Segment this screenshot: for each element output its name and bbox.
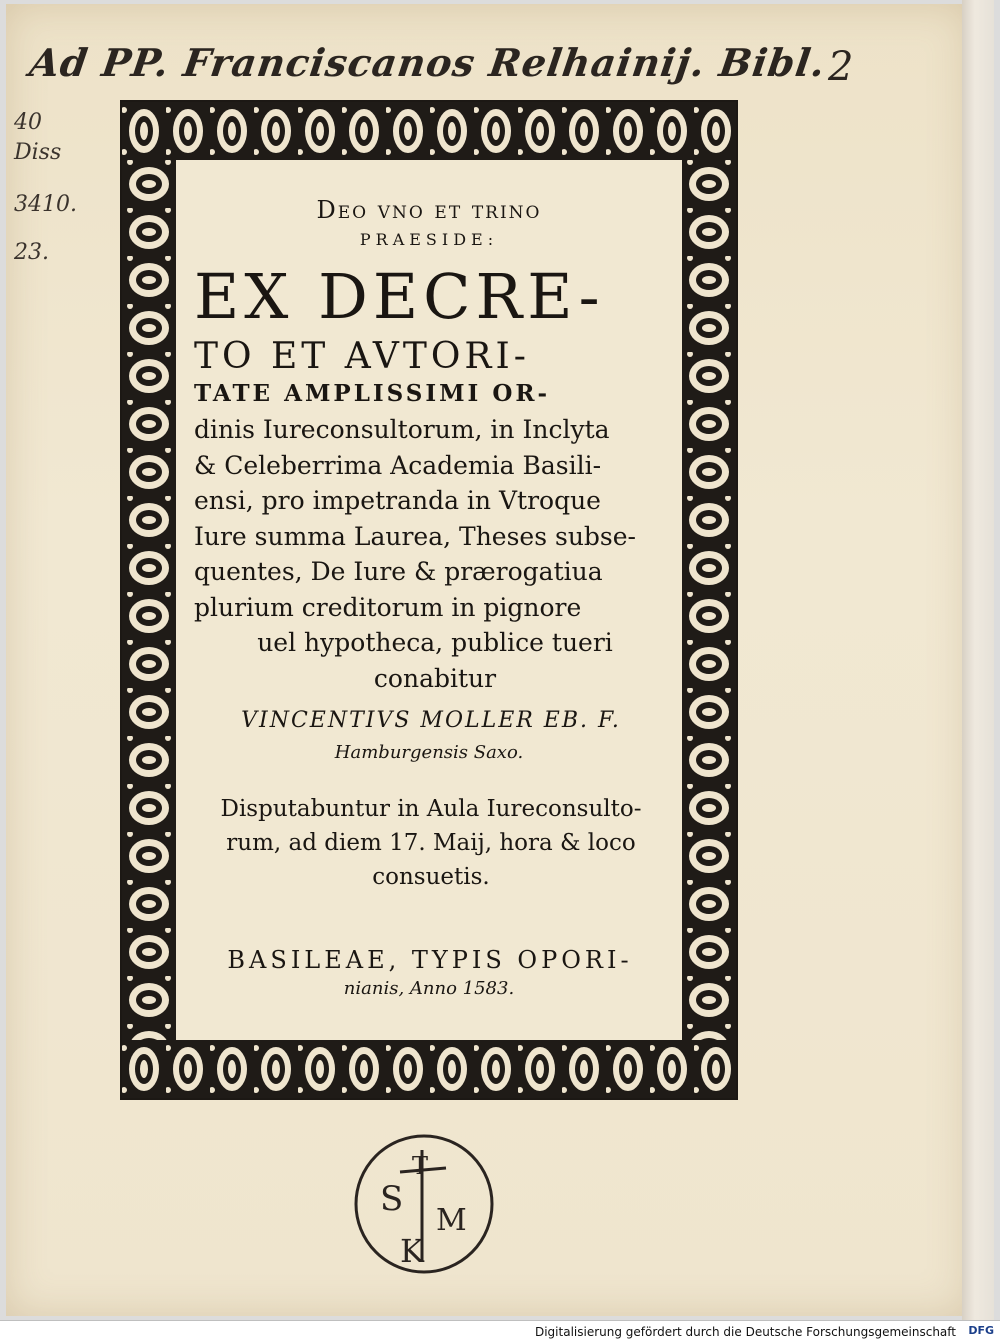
title-text-block bbox=[176, 160, 682, 1040]
text-line: conabitur bbox=[373, 663, 497, 693]
ornament-band-right bbox=[682, 160, 736, 1040]
page-edge bbox=[962, 0, 994, 1320]
text-line: dinis Iureconsultorum, in Inclyta bbox=[194, 415, 610, 444]
text-line: uel hypotheca, publice tueri bbox=[257, 628, 613, 657]
dedication-line: Deo vno et trino bbox=[316, 196, 542, 224]
manuscript-page-number: 2 bbox=[828, 44, 854, 90]
footer-bar bbox=[0, 1320, 1000, 1343]
author-name: VINCENTIVS MOLLER EB. F. bbox=[241, 708, 621, 733]
margin-note: 23. bbox=[14, 240, 49, 265]
text-line: Disputabuntur in Aula Iureconsulto- bbox=[220, 796, 642, 822]
stamp-letter-s: S bbox=[380, 1179, 404, 1219]
imprint: BASILEAE, TYPIS OPORI- bbox=[227, 946, 633, 974]
ornamental-border bbox=[120, 100, 738, 1100]
text-line: plurium creditorum in pignore bbox=[194, 592, 582, 622]
library-stamp bbox=[350, 1130, 498, 1278]
headline-line-2: TO ET AVTORI- bbox=[194, 336, 530, 377]
text-line: quentes, De Iure & prærogatiua bbox=[194, 557, 603, 586]
disputation-notice bbox=[188, 792, 674, 894]
margin-note: 40 bbox=[14, 110, 42, 135]
text-line: & Celeberrima Academia Basili- bbox=[194, 450, 602, 480]
margin-note: Diss bbox=[14, 140, 62, 165]
funding-credit: Digitalisierung gefördert durch die Deutsche Forschungsgemeinschaft bbox=[534, 1325, 956, 1339]
text-line: Iure summa Laurea, Theses subse- bbox=[194, 521, 636, 551]
ornament-band-top bbox=[122, 102, 736, 160]
manuscript-inscription: Ad PP. Franciscanos Relhainij. Bibl. bbox=[26, 40, 829, 85]
text-line: ensi, pro impetranda in Vtroque bbox=[194, 486, 601, 515]
headline-line-3: TATE AMPLISSIMI OR- bbox=[194, 380, 551, 407]
headline: EX DECRE- bbox=[194, 260, 605, 333]
dfg-logo: DFG bbox=[968, 1324, 994, 1337]
ornament-band-bottom bbox=[122, 1040, 736, 1098]
stamp-letter-t: T bbox=[412, 1152, 429, 1180]
text-line: rum, ad diem 17. Maij, hora & loco bbox=[226, 830, 636, 856]
stamp-letter-k: K bbox=[400, 1232, 424, 1270]
author-origin: Hamburgensis Saxo. bbox=[334, 742, 524, 763]
text-line: consuetis. bbox=[372, 864, 490, 890]
margin-note: 3410. bbox=[14, 192, 77, 217]
ornament-band-left bbox=[122, 160, 176, 1040]
praeside-line: PRAESIDE: bbox=[359, 230, 499, 249]
stamp-letter-m: M bbox=[436, 1203, 467, 1238]
thesis-description bbox=[194, 412, 676, 696]
imprint-year: nianis, Anno 1583. bbox=[343, 978, 515, 999]
